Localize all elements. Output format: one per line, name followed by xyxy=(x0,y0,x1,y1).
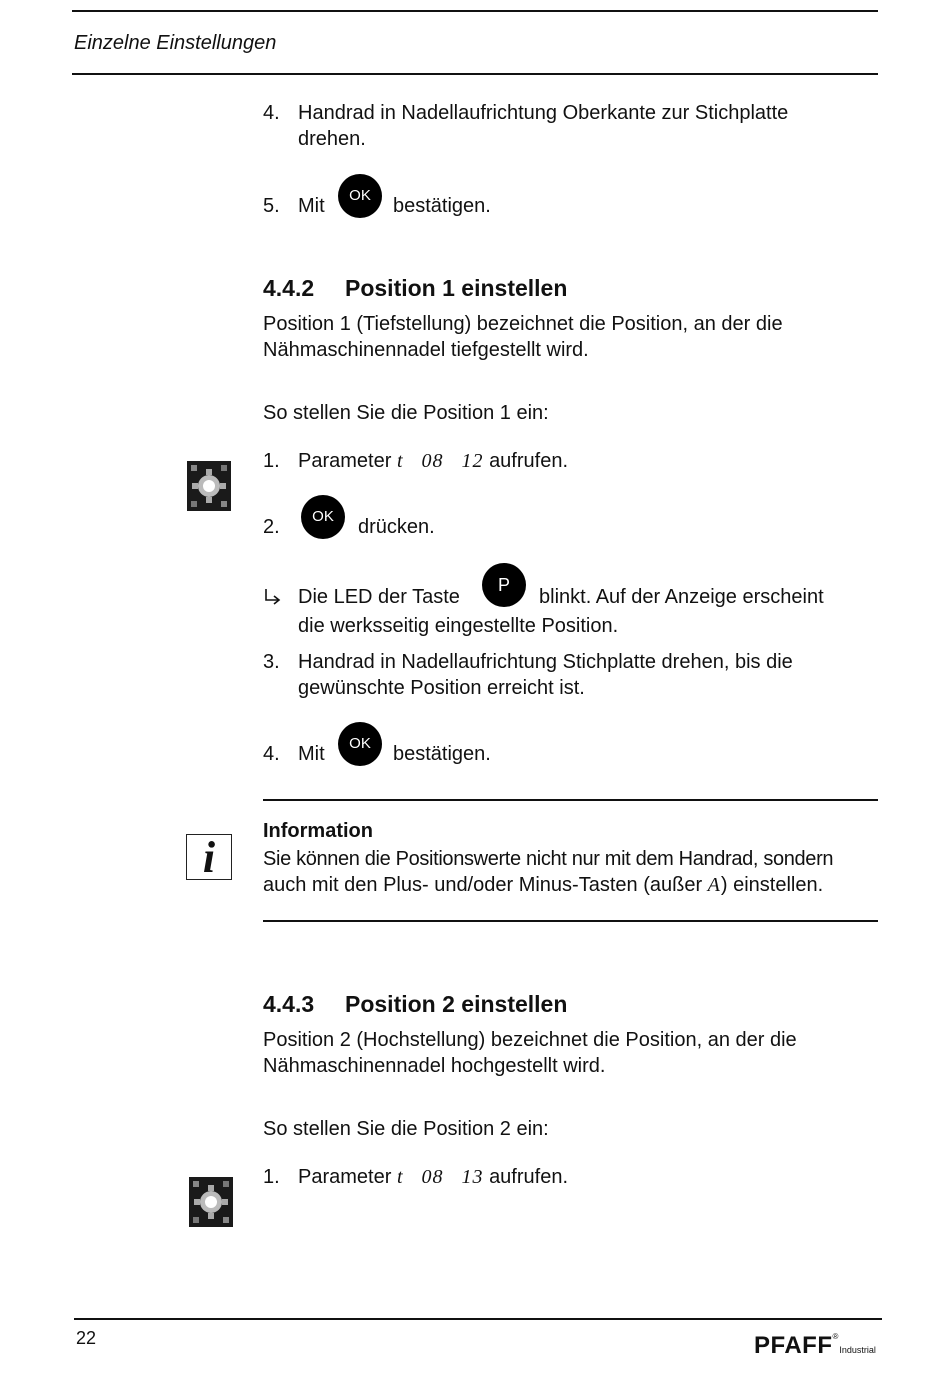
step-text: Handrad in Nadellaufrichtung Oberkante zur Stichplatte xyxy=(298,102,789,124)
info-top-rule xyxy=(263,799,878,801)
gear-icon xyxy=(187,461,231,511)
how-to-intro: So stellen Sie die Position 1 ein: xyxy=(263,402,549,424)
section-number: 4.4.3 xyxy=(263,991,315,1017)
info-text-cont xyxy=(263,872,823,898)
section-number: 4.4.2 xyxy=(263,275,315,301)
top-rule xyxy=(72,10,878,12)
step-text: Handrad in Nadellaufrichtung Stichplatte drehen, bis die xyxy=(298,651,793,673)
ok-button-icon: OK xyxy=(301,495,345,539)
parameter-code: t 08 12 xyxy=(396,450,484,472)
parameter-code: t 08 13 xyxy=(396,1166,484,1188)
step-number: 1. xyxy=(263,1166,280,1188)
step-text-after: drücken. xyxy=(358,516,435,538)
param-symbol: A xyxy=(707,874,721,896)
step-number: 2. xyxy=(263,516,280,538)
ok-button-icon: OK xyxy=(338,722,382,766)
step-text xyxy=(298,448,568,474)
result-text-after: blinkt. Auf der Anzeige erscheint xyxy=(539,586,824,608)
p-button-icon: P xyxy=(482,563,526,607)
step-text: Mit xyxy=(298,195,325,217)
step-text-after: aufrufen. xyxy=(489,1166,569,1188)
step-number: 5. xyxy=(263,195,280,217)
step-text-cont: gewünschte Position erreicht ist. xyxy=(298,677,585,699)
logo-text: PFAFF xyxy=(754,1332,833,1359)
result-text-cont: die werksseitig eingestellte Position. xyxy=(298,615,619,637)
step-text-after: bestätigen. xyxy=(393,743,491,765)
step-text: Mit xyxy=(298,743,325,765)
info-icon: i xyxy=(186,834,232,880)
section-title: Position 1 einstellen xyxy=(345,275,568,301)
logo-sub: Industrial xyxy=(839,1345,876,1355)
info-text-before: auch mit den Plus- und/oder Minus-Tasten (außer xyxy=(263,874,703,896)
step-text xyxy=(298,1164,568,1190)
header-title: Einzelne Einstellungen xyxy=(74,32,277,54)
info-heading: Information xyxy=(263,820,373,842)
step-number: 3. xyxy=(263,651,280,673)
section-title: Position 2 einstellen xyxy=(345,991,568,1017)
footer-rule xyxy=(74,1318,882,1320)
step-text-cont: drehen. xyxy=(298,128,366,150)
section-desc-cont: Nähmaschinennadel tiefgestellt wird. xyxy=(263,339,589,361)
info-bottom-rule xyxy=(263,920,878,922)
section-heading-442 xyxy=(263,275,567,302)
step-number: 1. xyxy=(263,450,280,472)
step-text-after: aufrufen. xyxy=(489,450,569,472)
section-desc: Position 2 (Hochstellung) bezeichnet die Position, an der die xyxy=(263,1029,797,1051)
step-text-after: bestätigen. xyxy=(393,195,491,217)
info-text: Sie können die Positionswerte nicht nur mit dem Handrad, sondern xyxy=(263,848,834,870)
step-text-before: Parameter xyxy=(298,1166,392,1188)
page-number: 22 xyxy=(76,1328,97,1348)
pfaff-logo xyxy=(754,1332,876,1360)
section-desc-cont: Nähmaschinennadel hochgestellt wird. xyxy=(263,1055,606,1077)
gear-icon xyxy=(189,1177,233,1227)
section-heading-443 xyxy=(263,991,567,1018)
section-desc: Position 1 (Tiefstellung) bezeichnet die Position, an der die xyxy=(263,313,783,335)
step-number: 4. xyxy=(263,743,280,765)
logo-reg: ® xyxy=(832,1332,839,1341)
how-to-intro: So stellen Sie die Position 2 ein: xyxy=(263,1118,549,1140)
step-number: 4. xyxy=(263,102,280,124)
ok-button-icon: OK xyxy=(338,174,382,218)
info-text-after: ) einstellen. xyxy=(720,874,824,896)
header-rule xyxy=(72,73,878,75)
arrow-result-icon xyxy=(263,587,283,607)
step-text-before: Parameter xyxy=(298,450,392,472)
result-text: Die LED der Taste xyxy=(298,586,460,608)
